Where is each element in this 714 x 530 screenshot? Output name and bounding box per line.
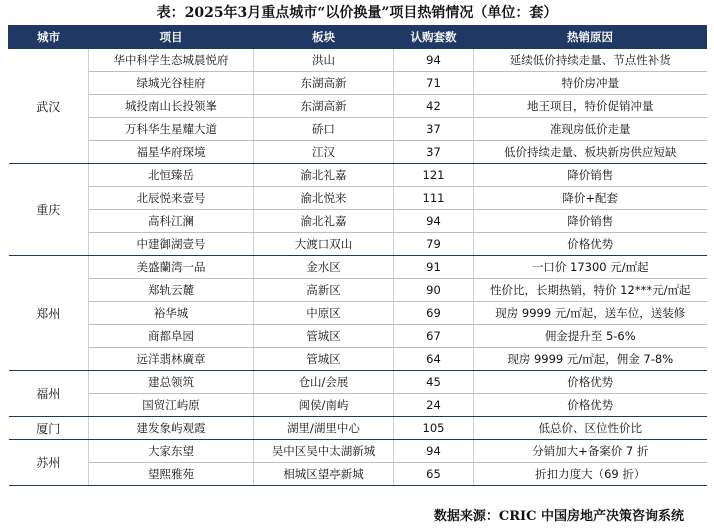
- table-row: [9, 463, 707, 486]
- project-cell: 美盛蘭湾一品: [89, 256, 254, 279]
- table-row: [9, 440, 707, 463]
- district-cell: 湖里/湖里中心: [254, 417, 394, 440]
- table-row: [9, 256, 707, 279]
- reason-cell: 特价房冲量: [474, 72, 707, 95]
- project-cell: 福星华府琛境: [89, 141, 254, 164]
- project-cell: 万科华生星耀大道: [89, 118, 254, 141]
- district-cell: 管城区: [254, 325, 394, 348]
- units-cell: 111: [394, 187, 474, 210]
- reason-cell: 佣金提升至 5-6%: [474, 325, 707, 348]
- reason-cell: 低总价、区位性价比: [474, 417, 707, 440]
- header-city: 城市: [9, 26, 89, 49]
- table-row: [9, 325, 707, 348]
- units-cell: 79: [394, 233, 474, 256]
- table-row: [9, 348, 707, 371]
- reason-cell: 现房 9999 元/㎡起，佣金 7-8%: [474, 348, 707, 371]
- project-cell: 裕华城: [89, 302, 254, 325]
- project-cell: 远洋翡林廣章: [89, 348, 254, 371]
- reason-cell: 准现房低价走量: [474, 118, 707, 141]
- project-cell: 城投南山长投领峯: [89, 95, 254, 118]
- district-cell: 金水区: [254, 256, 394, 279]
- district-cell: 江汉: [254, 141, 394, 164]
- district-cell: 高新区: [254, 279, 394, 302]
- header-district: 板块: [254, 26, 394, 49]
- units-cell: 91: [394, 256, 474, 279]
- district-cell: 仓山/会展: [254, 371, 394, 394]
- units-cell: 64: [394, 348, 474, 371]
- reason-cell: 降价+配套: [474, 187, 707, 210]
- project-cell: 高科江澜: [89, 210, 254, 233]
- reason-cell: 地王项目，特价促销冲量: [474, 95, 707, 118]
- reason-cell: 现房 9999 元/㎡起，送车位，送装修: [474, 302, 707, 325]
- data-source-note: 数据来源：CRIC 中国房地产决策咨询系统: [433, 509, 684, 524]
- project-cell: 国贸江屿原: [89, 394, 254, 417]
- units-cell: 105: [394, 417, 474, 440]
- units-cell: 69: [394, 302, 474, 325]
- table-row: [9, 49, 707, 72]
- city-cell: 武汉: [9, 49, 89, 164]
- district-cell: 东湖高新: [254, 72, 394, 95]
- table-row: [9, 233, 707, 256]
- table-row: [9, 118, 707, 141]
- project-cell: 绿城光谷桂府: [89, 72, 254, 95]
- table-body: [9, 49, 707, 486]
- units-cell: 94: [394, 440, 474, 463]
- table-row: [9, 72, 707, 95]
- reason-cell: 低价持续走量、板块新房供应短缺: [474, 141, 707, 164]
- district-cell: 硚口: [254, 118, 394, 141]
- reason-cell: 性价比，长期热销，特价 12***元/㎡起: [474, 279, 707, 302]
- table-row: [9, 141, 707, 164]
- city-cell: 重庆: [9, 164, 89, 256]
- units-cell: 90: [394, 279, 474, 302]
- city-cell: 厦门: [9, 417, 89, 440]
- reason-cell: 折扣力度大（69 折）: [474, 463, 707, 486]
- reason-cell: 延续低价持续走量、节点性补货: [474, 49, 707, 72]
- project-cell: 中建御湖壹号: [89, 233, 254, 256]
- district-cell: 吴中区吴中太湖新城: [254, 440, 394, 463]
- hot-sales-table: [8, 25, 707, 486]
- reason-cell: 一口价 17300 元/㎡起: [474, 256, 707, 279]
- district-cell: 闽侯/南屿: [254, 394, 394, 417]
- units-cell: 94: [394, 49, 474, 72]
- project-cell: 北恒臻岳: [89, 164, 254, 187]
- reason-cell: 价格优势: [474, 371, 707, 394]
- city-cell: 苏州: [9, 440, 89, 486]
- table-row: [9, 164, 707, 187]
- units-cell: 121: [394, 164, 474, 187]
- table-row: [9, 95, 707, 118]
- project-cell: 北辰悦来壹号: [89, 187, 254, 210]
- district-cell: 相城区望亭新城: [254, 463, 394, 486]
- reason-cell: 分销加大+备案价 7 折: [474, 440, 707, 463]
- project-cell: 大家东望: [89, 440, 254, 463]
- reason-cell: 价格优势: [474, 233, 707, 256]
- district-cell: 管城区: [254, 348, 394, 371]
- table-row: [9, 394, 707, 417]
- table-row: [9, 302, 707, 325]
- header-reason: 热销原因: [474, 26, 707, 49]
- units-cell: 94: [394, 210, 474, 233]
- project-cell: 华中科学生态城晨悦府: [89, 49, 254, 72]
- reason-cell: 降价销售: [474, 164, 707, 187]
- district-cell: 洪山: [254, 49, 394, 72]
- reason-cell: 价格优势: [474, 394, 707, 417]
- district-cell: 中原区: [254, 302, 394, 325]
- table-title: 表：2025年3月重点城市“以价换量”项目热销情况（单位：套）: [156, 5, 558, 21]
- table-row: [9, 371, 707, 394]
- units-cell: 65: [394, 463, 474, 486]
- table-row: [9, 279, 707, 302]
- district-cell: 渝北礼嘉: [254, 210, 394, 233]
- project-cell: 商都阜园: [89, 325, 254, 348]
- header-row: [9, 26, 707, 49]
- header-project: 项目: [89, 26, 254, 49]
- project-cell: 望熙雅苑: [89, 463, 254, 486]
- units-cell: 24: [394, 394, 474, 417]
- table-row: [9, 210, 707, 233]
- district-cell: 大渡口双山: [254, 233, 394, 256]
- header-units: 认购套数: [394, 26, 474, 49]
- city-cell: 郑州: [9, 256, 89, 371]
- district-cell: 渝北礼嘉: [254, 164, 394, 187]
- project-cell: 郑轨云麓: [89, 279, 254, 302]
- table-row: [9, 187, 707, 210]
- city-cell: 福州: [9, 371, 89, 417]
- project-cell: 建发象屿观霞: [89, 417, 254, 440]
- units-cell: 37: [394, 118, 474, 141]
- units-cell: 67: [394, 325, 474, 348]
- units-cell: 42: [394, 95, 474, 118]
- project-cell: 建总领筑: [89, 371, 254, 394]
- units-cell: 71: [394, 72, 474, 95]
- units-cell: 45: [394, 371, 474, 394]
- reason-cell: 降价销售: [474, 210, 707, 233]
- district-cell: 东湖高新: [254, 95, 394, 118]
- units-cell: 37: [394, 141, 474, 164]
- table-row: [9, 417, 707, 440]
- district-cell: 渝北悦来: [254, 187, 394, 210]
